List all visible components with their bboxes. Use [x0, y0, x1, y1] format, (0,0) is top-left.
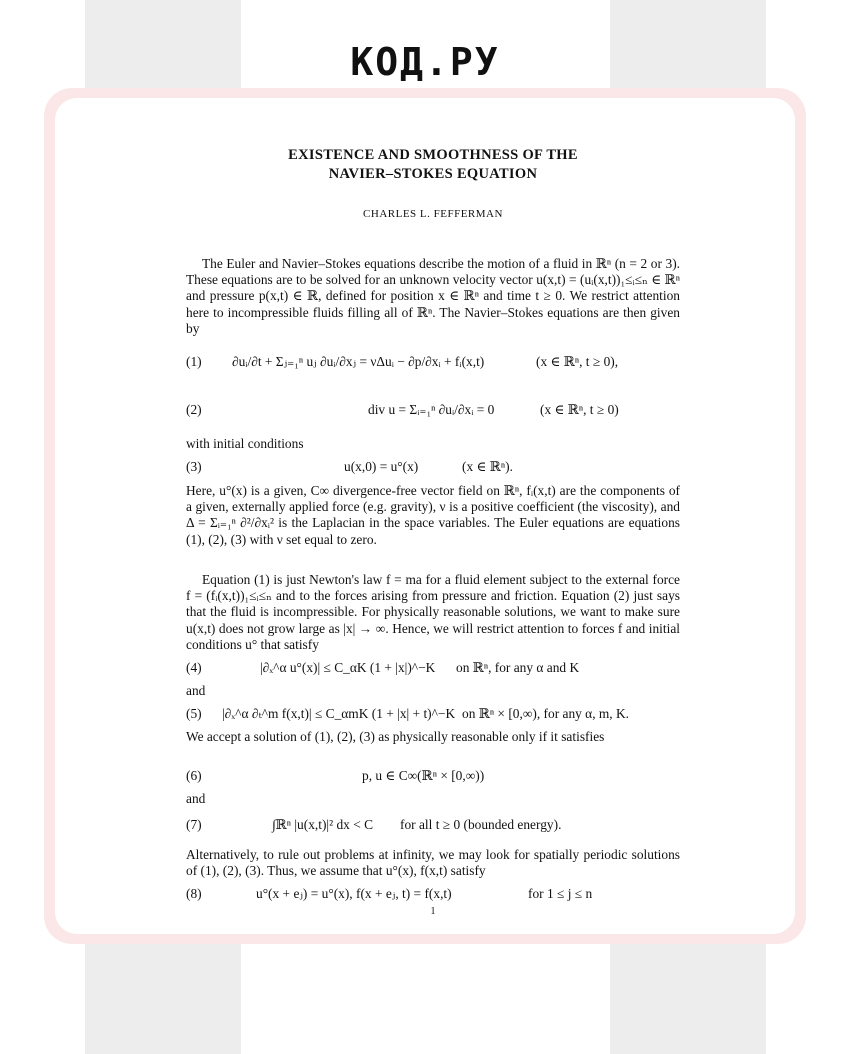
equation-body: ∂uᵢ/∂t + Σⱼ₌₁ⁿ uⱼ ∂uᵢ/∂xⱼ = νΔuᵢ − ∂p/∂xᵢ + fᵢ(x,t)	[232, 354, 485, 369]
text-with-initial-conditions: with initial conditions	[186, 436, 304, 451]
paper-author: CHARLES L. FEFFERMAN	[363, 208, 503, 220]
title-line-2: NAVIER–STOKES EQUATION	[328, 166, 538, 182]
equation-6	[186, 768, 680, 788]
equation-body: div u = Σᵢ₌₁ⁿ ∂uᵢ/∂xᵢ = 0	[368, 402, 495, 417]
paper-title	[186, 146, 680, 184]
paragraph-definitions: Here, u°(x) is a given, C∞ divergence-free vector field on ℝⁿ, fᵢ(x,t) are the components of a given, externally applied force (e.g. gravity), ν is a positive coefficient (the viscosity), and Δ = Σᵢ₌₁ⁿ ∂²/∂xᵢ² is the Laplacian in the space variables. The Euler equations are equations (1), (2), (3) with ν set equal to zero.	[186, 483, 680, 547]
equation-1	[186, 354, 680, 374]
equation-body: p, u ∈ C∞(ℝⁿ × [0,∞))	[362, 768, 485, 783]
equation-5	[186, 706, 680, 726]
equation-4	[186, 660, 680, 680]
equation-body: u°(x + eⱼ) = u°(x), f(x + eⱼ, t) = f(x,t)	[256, 886, 452, 901]
site-logo[interactable]: КОД.РУ	[350, 40, 500, 84]
equation-condition: (x ∈ ℝⁿ).	[462, 459, 513, 474]
equation-condition: for 1 ≤ j ≤ n	[528, 886, 593, 901]
equation-number: (6)	[186, 768, 202, 783]
equation-8	[186, 886, 680, 906]
text-accept-solution: We accept a solution of (1), (2), (3) as physically reasonable only if it satisfies	[186, 729, 605, 744]
equation-number: (3)	[186, 459, 202, 474]
equation-condition: on ℝⁿ × [0,∞), for any α, m, K.	[462, 706, 630, 721]
paragraph-intro: The Euler and Navier–Stokes equations describe the motion of a fluid in ℝⁿ (n = 2 or 3). These equations are to be solved for an unknown velocity vector u(x,t) = (uᵢ(x,t))₁≤ᵢ≤ₙ ∈ ℝⁿ and pressure p(x,t) ∈ ℝ, defined for position x ∈ ℝⁿ and time t ≥ 0. We restrict attention here to incompressible fluids filling all of ℝⁿ. The Navier–Stokes equations are then given by	[186, 256, 680, 336]
equation-number: (2)	[186, 402, 202, 417]
page-number: 1	[430, 906, 436, 917]
equation-number: (7)	[186, 817, 202, 832]
equation-2	[186, 402, 680, 422]
equation-condition: for all t ≥ 0 (bounded energy).	[400, 817, 562, 832]
equation-number: (4)	[186, 660, 202, 675]
paragraph-periodic: Alternatively, to rule out problems at infinity, we may look for spatially periodic solutions of (1), (2), (3). Thus, we assume that u°(x), f(x,t) satisfy	[186, 847, 680, 879]
equation-body: ∫ℝⁿ |u(x,t)|² dx < C	[272, 817, 374, 832]
paragraph-newtons-law: Equation (1) is just Newton's law f = ma for a fluid element subject to the external force f = (fᵢ(x,t))₁≤ᵢ≤ₙ and to the forces arising from pressure and friction. Equation (2) just says that the fluid is incompressible. For physically reasonable solutions, we want to make sure u(x,t) does not grow large as |x| → ∞. Hence, we will restrict attention to forces f and initial conditions u° that satisfy	[186, 572, 680, 652]
equation-condition: (x ∈ ℝⁿ, t ≥ 0)	[540, 402, 619, 417]
equation-7	[186, 817, 680, 837]
equation-body: |∂ₓ^α ∂ₜ^m f(x,t)| ≤ C_αmK (1 + |x| + t)^−K	[222, 706, 456, 721]
equation-condition: (x ∈ ℝⁿ, t ≥ 0),	[536, 354, 619, 369]
equation-number: (1)	[186, 354, 202, 369]
equation-body: u(x,0) = u°(x)	[344, 459, 419, 474]
equation-body: |∂ₓ^α u°(x)| ≤ C_αK (1 + |x|)^−K	[260, 660, 436, 675]
text-and: and	[186, 683, 206, 698]
equation-number: (5)	[186, 706, 202, 721]
equation-3	[186, 459, 680, 479]
text-and: and	[186, 791, 206, 806]
title-line-1: EXISTENCE AND SMOOTHNESS OF THE	[288, 147, 578, 163]
equation-condition: on ℝⁿ, for any α and K	[456, 660, 580, 675]
equation-number: (8)	[186, 886, 202, 901]
